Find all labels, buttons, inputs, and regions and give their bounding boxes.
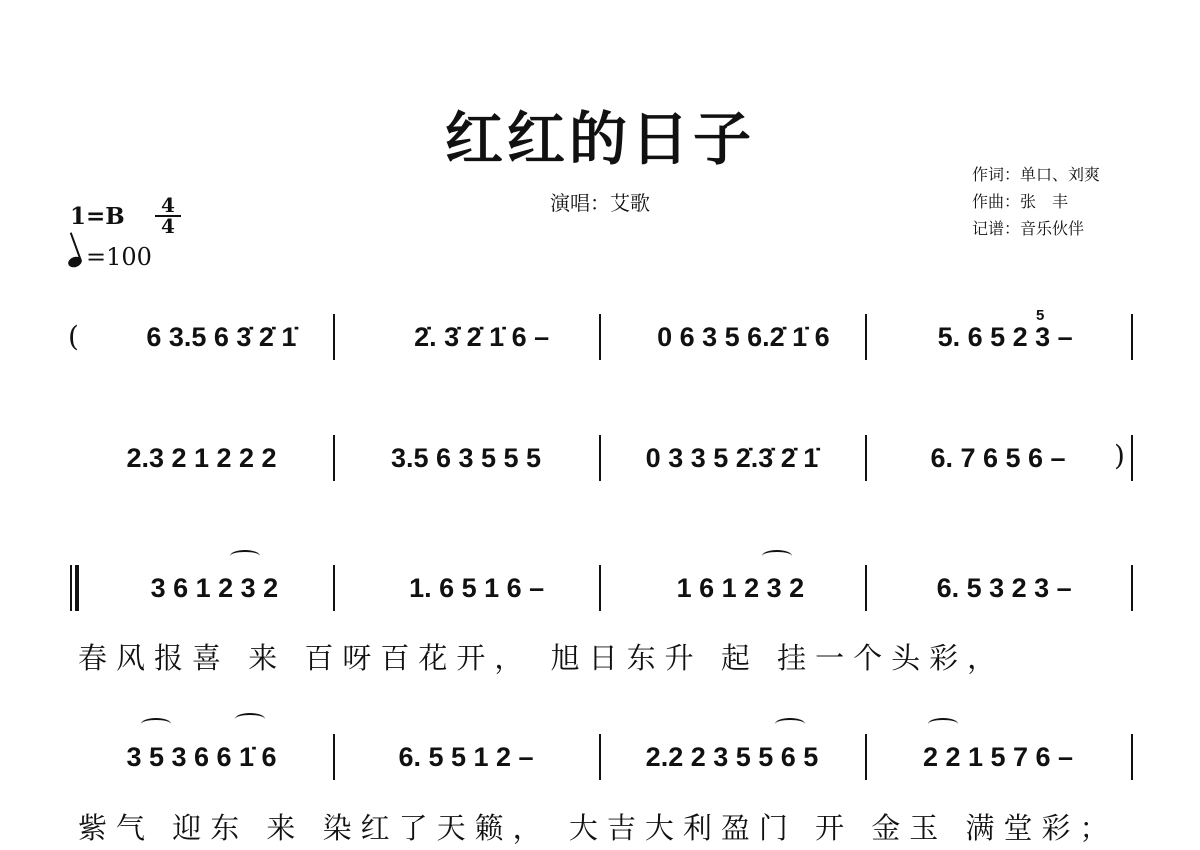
slur <box>762 550 792 562</box>
measure: 0 6 3 5 6.2̇ 1̇ 6 <box>657 322 830 352</box>
bar-line <box>333 435 335 481</box>
slur <box>235 713 265 725</box>
measure: 2̇. 3̇ 2̇ 1̇ 6 – <box>414 322 550 352</box>
measure: 5. 6 5 2 3 – <box>937 322 1073 352</box>
measure: 3.5 6 3 5 5 5 <box>390 443 542 473</box>
score-row-4 <box>70 742 1136 773</box>
measure: 6. 5 5 1 2 – <box>398 742 534 772</box>
measure: 0 3 3 5 2̇.3̇ 2̇ 1̇ <box>645 443 819 473</box>
lyrics-line-1: 春风报喜 来 百呀百花开， 旭日东升 起 挂一个头彩， <box>78 641 1006 675</box>
slur <box>775 718 805 730</box>
measure: 6 3.5 6 3̇ 2̇ 1̇ <box>146 322 297 352</box>
time-signature-top: 4 <box>155 196 181 217</box>
measure: 2.2 2 3 5 5 6 5 <box>645 742 819 772</box>
bar-line <box>1131 314 1133 360</box>
score-row-2 <box>70 439 1136 474</box>
lyrics-line-2: 紫气 迎东 来 染红了天籁， 大吉大利盈门 开 金玉 满堂彩； <box>78 811 1118 845</box>
bar-line <box>865 565 867 611</box>
slur <box>141 718 171 730</box>
bar-line <box>599 314 601 360</box>
bar-line <box>1131 734 1133 780</box>
key-signature: 1=B <box>70 203 125 230</box>
bar-line <box>1131 565 1133 611</box>
slur <box>230 550 260 562</box>
bar-line <box>333 734 335 780</box>
bar-line <box>333 565 335 611</box>
bar-line <box>865 435 867 481</box>
measure: 6. 5 3 2 3 – <box>936 573 1072 603</box>
bar-line <box>333 314 335 360</box>
measure: 1. 6 5 1 6 – <box>409 573 545 603</box>
grace-note: 5 <box>1036 307 1045 324</box>
composer-credit: 作曲：张 丰 <box>972 194 1069 211</box>
bar-line <box>1131 435 1133 481</box>
tempo-marking <box>68 243 152 271</box>
close-paren: ) <box>1114 439 1125 472</box>
credits-block <box>972 162 1100 243</box>
measure: 2 2 1 5 7 6 – <box>922 742 1074 772</box>
measure: 3 5 3 6 6 1̇ 6 <box>126 742 277 772</box>
open-paren: ( <box>68 320 79 353</box>
measure: 3 6 1 2 3 2 <box>150 573 279 603</box>
singer-credit: 演唱：艾歌 <box>550 193 650 215</box>
measure: 1 6 1 2 3 2 <box>676 573 805 603</box>
time-signature <box>155 193 181 238</box>
bar-line <box>599 435 601 481</box>
score-row-3 <box>70 573 1136 604</box>
tempo-value: =100 <box>86 243 152 271</box>
quarter-note-icon <box>67 255 84 269</box>
slur <box>928 718 958 730</box>
measure: 2.3 2 1 2 2 2 <box>126 443 277 473</box>
measure: 6. 7 6 5 6 – <box>930 443 1066 473</box>
song-title: 红红的日子 <box>444 105 755 173</box>
bar-line <box>865 734 867 780</box>
time-signature-bottom: 4 <box>161 214 175 238</box>
bar-line <box>599 565 601 611</box>
lyricist-credit: 作词：单口、刘爽 <box>972 167 1101 184</box>
bar-line <box>865 314 867 360</box>
bar-line <box>599 734 601 780</box>
score-row-1 <box>68 307 1136 353</box>
transcriber-credit: 记谱：音乐伙伴 <box>972 221 1085 238</box>
